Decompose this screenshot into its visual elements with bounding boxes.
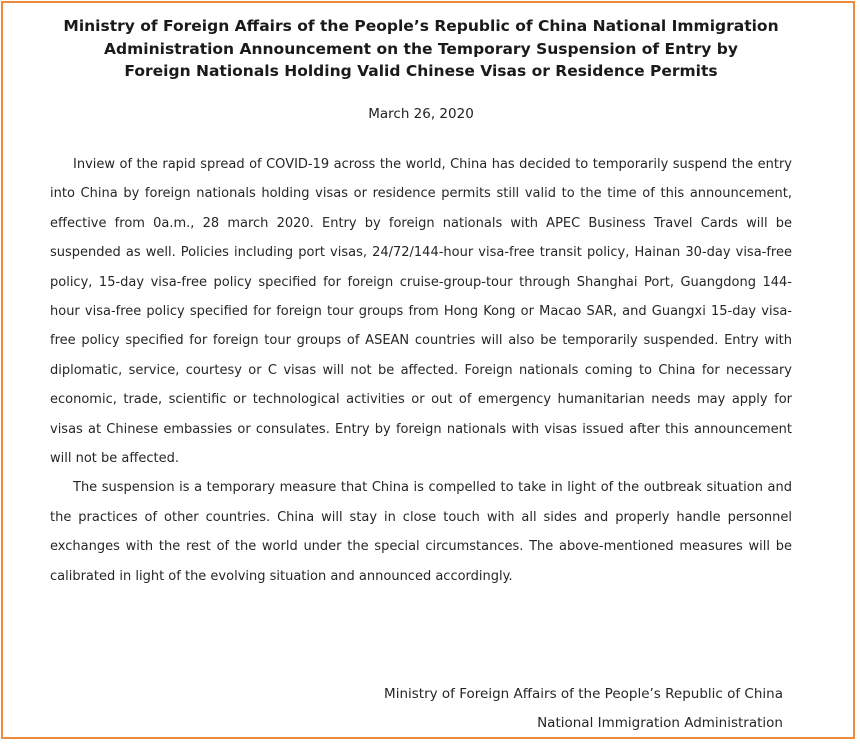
paragraph-1: Inview of the rapid spread of COVID-19 across the world, China has decided to temporarily suspend the entry into China by foreign nationals holding visas or residence permits still valid to the time of this announcement, effective from 0a.m., 28 march 2020. Entry by foreign nationals with APEC Business Travel Cards will be suspended as well. Policies including port visas, 24/72/144-hour visa-free transit policy, Hainan 30-day visa-free policy, 15-day visa-free policy specified for foreign cruise-group-tour through Shanghai Port, Guangdong 144-hour visa-free policy specified for foreign tour groups from Hong Kong or Macao SAR, and Guangxi 15-day visa-free policy specified for foreign tour groups of ASEAN countries will also be temporarily suspended. Entry with diplomatic, service, courtesy or C visas will not be affected. Foreign nationals coming to China for necessary economic, trade, scientific or technological activities or out of emergency humanitarian needs may apply for visas at Chinese embassies or consulates. Entry by foreign nationals with visas issued after this announcement will not be affected. (50, 157, 792, 467)
title-line-2: Administration Announcement on the Temporary Suspension of Entry by (104, 39, 738, 58)
signature-block (384, 680, 783, 738)
document-frame (1, 1, 855, 739)
signature-line-1: Ministry of Foreign Affairs of the People’s Republic of China (384, 686, 783, 702)
signature-line-2: National Immigration Administration (537, 715, 783, 731)
title-line-1: Ministry of Foreign Affairs of the People’s Republic of China National Immigration (63, 17, 779, 35)
paragraph-2: The suspension is a temporary measure that China is compelled to take in light of the outbreak situation and the practices of other countries. China will stay in close touch with all sides and properly handle personnel exchanges with the rest of the world under the special circumstances. The above-mentioned measures will be calibrated in light of the evolving situation and announced accordingly. (50, 480, 792, 584)
document-date: March 26, 2020 (368, 106, 474, 122)
title-line-3: Foreign Nationals Holding Valid Chinese Visas or Residence Permits (124, 62, 718, 80)
document-title (43, 15, 799, 83)
document-body (50, 150, 792, 591)
